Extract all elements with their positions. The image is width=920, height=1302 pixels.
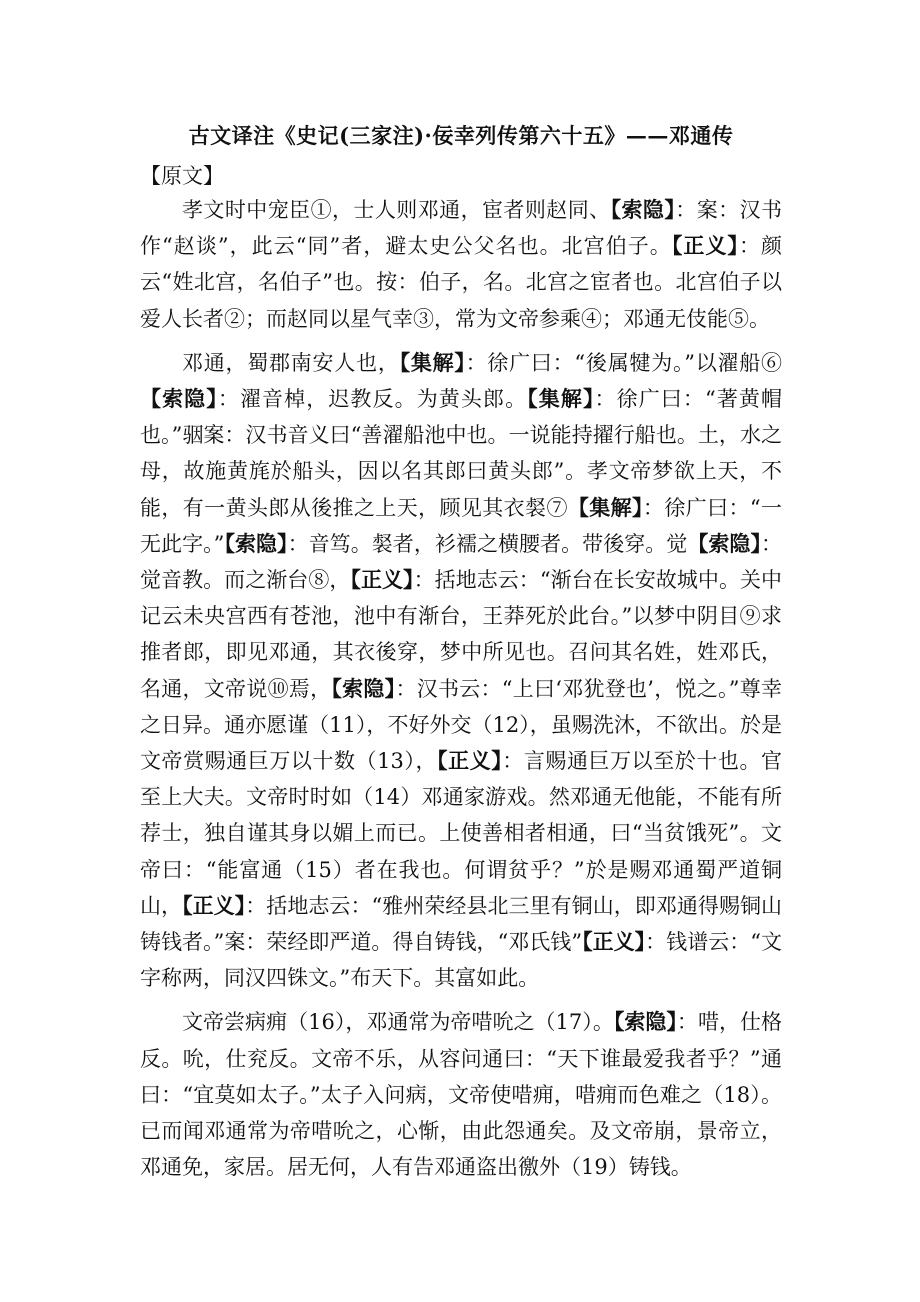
- document-body: [140, 192, 782, 1185]
- paragraph-text: ：觉音教。而之渐台⑧，: [140, 531, 783, 593]
- annotation-marker: 【索隐】: [140, 386, 218, 412]
- paragraph-text: 孝文时中宠臣①，士人则邓通，宦者则赵同、: [182, 198, 611, 222]
- paragraph: [140, 345, 782, 997]
- section-label-original-text: 【原文】: [140, 164, 224, 188]
- annotation-marker: 【索隐】: [224, 530, 288, 556]
- paragraph-text: ：案：汉书作“赵谈”，此云“同”者，避太史公父名也。北宫伯子。: [140, 198, 783, 259]
- annotation-marker: 【索隐】: [687, 530, 762, 556]
- paragraph: [140, 1004, 782, 1185]
- annotation-marker: 【索隐】: [610, 197, 676, 222]
- document-page: [140, 118, 782, 1185]
- paragraph-text: ：唶，仕格反。吮，仕兖反。文帝不乐，从容问通曰：“天下谁最爱我者乎？”通曰：“宜莫如太子。”太子入问病，文帝使唶痈，唶痈而色难之（18）。已而闻邓通常为帝唶吮之，心惭，由此怨通矣。及文帝崩，景帝立，邓通免，家居。居无何，人有告邓通盗出徼外（19）铸钱。: [140, 1010, 782, 1180]
- annotation-marker: 【索隐】: [331, 675, 396, 701]
- annotation-marker: 【集解】: [399, 349, 466, 375]
- annotation-marker: 【集解】: [567, 494, 643, 520]
- paragraph-text: ：徐广曰：“後属犍为。”以濯船⑥: [465, 350, 782, 375]
- paragraph-text: ：颜云“姓北宫，名伯子”也。按：伯子，名。北宫之宦者也。北宫伯子以爱人长者②；而赵同以星气幸③，常为文帝参乘④；邓通无伎能⑤。: [140, 234, 783, 331]
- paragraph-text: ：钱谱云：“文字称两，同汉四铢文。”布天下。其富如此。: [140, 930, 782, 991]
- paragraph-text: ：音笃。裻者，衫襦之横腰者。带後穿。觉: [287, 531, 688, 556]
- annotation-marker: 【正义】: [350, 567, 414, 593]
- paragraph-text: 邓通，蜀郡南安人也，: [182, 350, 400, 375]
- annotation-marker: 【索隐】: [613, 1009, 677, 1035]
- paragraph-text: ：濯音棹，迟教反。为黄头郎。: [217, 387, 528, 412]
- paragraph-text: ：徐广曰：“著黄帽也。”骃案：汉书音义曰“善濯船池中也。一说能持擢行船也。土，水之母，故施黄旄於船头，因以名其郎曰黄头郎”。孝文帝梦欲上天，不能，有一黄头郎从後推之上天，顾见其衣裻⑦: [140, 387, 783, 520]
- annotation-marker: 【正义】: [182, 892, 246, 918]
- paragraph-text: ：括地志云：“雅州荣经县北三里有铜山，即邓通得赐铜山铸钱者。”案：荣经即严道。得自铸钱，“邓氏钱”: [140, 893, 783, 955]
- annotation-marker: 【正义】: [437, 748, 503, 774]
- paragraph-text: ：徐广曰：“一无此字。”: [140, 495, 783, 556]
- annotation-marker: 【集解】: [527, 386, 595, 412]
- annotation-marker: 【正义】: [582, 929, 646, 955]
- paragraph: [140, 192, 782, 337]
- paragraph-text: ：言赐通巨万以至於十也。官至上大夫。文帝时时如（14）邓通家游戏。然邓通无他能，不能有所荐士，独自谨其身以媚上而已。上使善相者相通，曰“当贫饿死”。文帝曰：“能富通（15）者在我也。何谓贫乎？”於是赐邓通蜀严道铜山，: [140, 749, 783, 918]
- annotation-marker: 【正义】: [671, 233, 739, 259]
- paragraph-text: 文帝尝病痈（16），邓通常为帝唶吮之（17）。: [182, 1010, 614, 1035]
- paragraph-text: ：汉书云：“上曰‘邓犹登也’，悦之。”尊幸之日异。通亦愿谨（11），不好外交（12），虽赐洗沐，不欲出。於是文帝赏赐通巨万以十数（13），: [140, 676, 783, 774]
- document-title: 古文译注《史记(三家注)·佞幸列传第六十五》——邓通传: [188, 123, 734, 148]
- paragraph-text: ：括地志云：“渐台在长安故城中。关中记云未央宫西有苍池，池中有渐台，王莽死於此台。”以梦中阴目⑨求推者郎，即见邓通，其衣後穿，梦中所见也。召问其名姓，姓邓氏，名通，文帝说⑩焉，: [140, 568, 783, 701]
